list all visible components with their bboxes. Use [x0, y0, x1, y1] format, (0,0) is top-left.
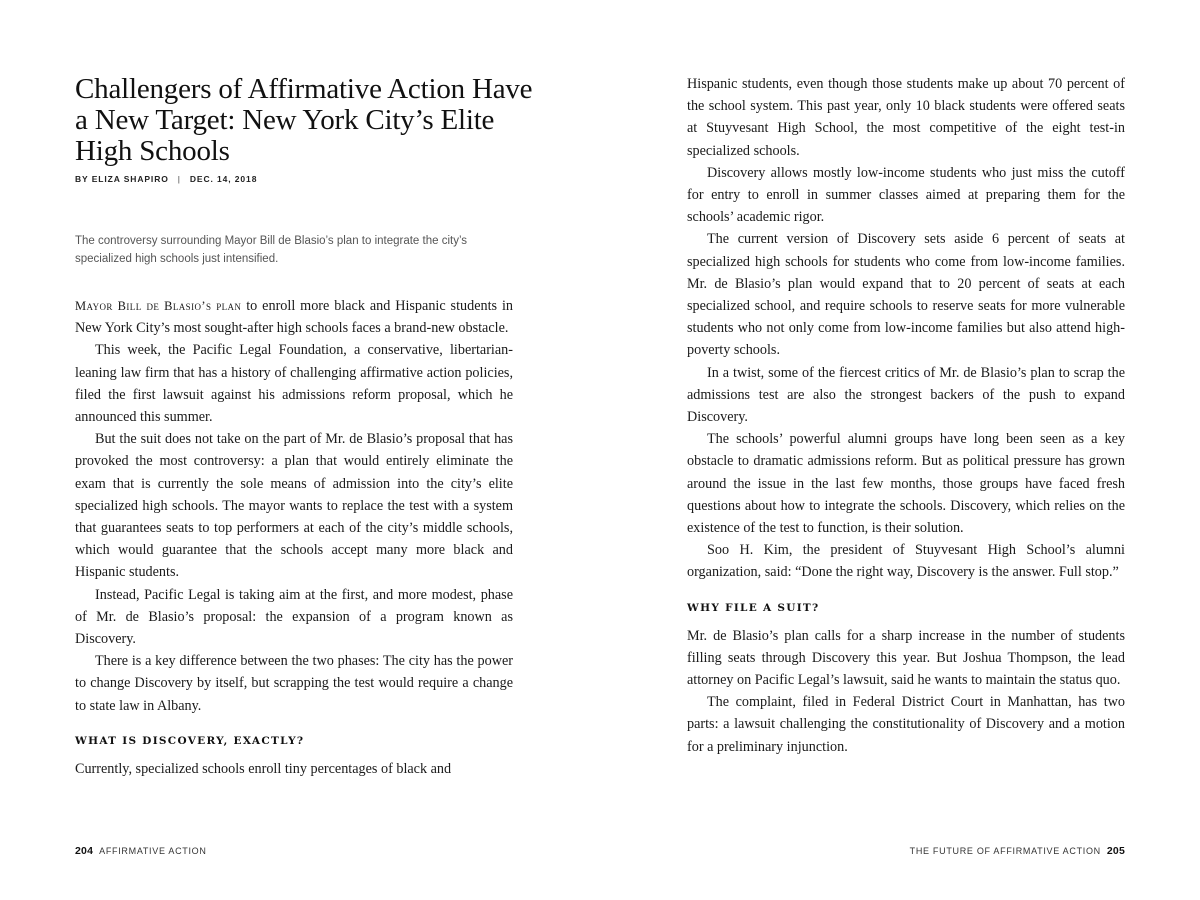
- right-running-head: THE FUTURE OF AFFIRMATIVE ACTION: [909, 846, 1101, 856]
- body-paragraph: Mr. de Blasio’s plan calls for a sharp increase in the number of students filling seats through Discovery this year. But Joshua Thompson, the lead attorney on Pacific Legal’s lawsuit, said he wants to maintain the status quo.: [687, 627, 1125, 689]
- article-headline: Challengers of Affirmative Action Have a New Target: New York City’s Elite High Schools: [75, 73, 533, 167]
- right-page-number: 205: [1106, 845, 1125, 857]
- byline-date: DEC. 14, 2018: [189, 174, 258, 184]
- body-paragraph: Discovery allows mostly low-income students who just miss the cutoff for entry to enroll in summer classes aimed at preparing them for the schools’ academic rigor.: [687, 164, 1125, 226]
- right-body-column: [687, 73, 1125, 758]
- left-body-column: [75, 295, 513, 780]
- body-paragraph: The schools’ powerful alumni groups have long been seen as a key obstacle to dramatic admissions reform. But as political pressure has grown around the issue in the last few months, those groups have faced fresh questions about how to integrate the schools. Discovery, which relies on the existence of the test to function, is their solution.: [687, 431, 1125, 537]
- right-footer: [910, 845, 1125, 857]
- body-paragraph: Currently, specialized schools enroll tiny percentages of black and: [75, 760, 452, 777]
- byline-separator: |: [177, 174, 181, 184]
- body-paragraph: The current version of Discovery sets aside 6 percent of seats at specialized high schools for students who come from low-income families. Mr. de Blasio’s plan would expand that to 20 percent of seats at each specialized school, and require schools to reserve seats for more vulnerable students who not only come from low-income families but also attend high-poverty schools.: [687, 231, 1125, 359]
- body-paragraph: In a twist, some of the fiercest critics of Mr. de Blasio’s plan to scrap the admissions test are also the strongest backers of the push to expand Discovery.: [687, 364, 1125, 426]
- body-paragraph: Instead, Pacific Legal is taking aim at the first, and more modest, phase of Mr. de Blasio’s proposal: the expansion of a program known as Discovery.: [75, 586, 513, 648]
- article-dek: The controversy surrounding Mayor Bill de Blasio’s plan to integrate the city’s specialized high schools just intensified.: [75, 235, 468, 265]
- body-paragraph: But the suit does not take on the part of Mr. de Blasio’s proposal that has provoked the most controversy: a plan that would entirely eliminate the exam that is currently the sole means of admission into the city’s elite specialized high schools. The mayor wants to replace the test with a system that guarantees seats to top performers at each of the city’s middle schools, which would guarantee that the schools accept many more black and Hispanic students.: [75, 431, 513, 581]
- subhead-what-is-discovery: WHAT IS DISCOVERY, EXACTLY?: [75, 734, 305, 747]
- lead-paragraph: [75, 295, 513, 339]
- left-footer: [75, 845, 207, 857]
- left-page-number: 204: [75, 845, 94, 857]
- body-paragraph: Soo H. Kim, the president of Stuyvesant High School’s alumni organization, said: “Done the right way, Discovery is the answer. Full stop.”: [687, 542, 1125, 581]
- body-paragraph: This week, the Pacific Legal Foundation, a conservative, libertarian-leaning law firm that has a history of challenging affirmative action policies, filed the first lawsuit against his admissions reform proposal, which he announced this summer.: [75, 342, 513, 426]
- byline: [75, 174, 257, 184]
- body-paragraph: The complaint, filed in Federal District Court in Manhattan, has two parts: a lawsuit challenging the constitutionality of Discovery and a motion for a preliminary injunction.: [687, 694, 1125, 755]
- body-paragraph: There is a key difference between the two phases: The city has the power to change Discovery by itself, but scrapping the test would require a change to state law in Albany.: [75, 653, 513, 714]
- byline-author: BY ELIZA SHAPIRO: [75, 174, 169, 184]
- continued-paragraph: Hispanic students, even though those students make up about 70 percent of the school system. This past year, only 10 black students were offered seats at Stuyvesant High School, the most competitive of the eight test-in specialized schools.: [687, 76, 1125, 159]
- lead-in: Mayor Bill de Blasio’s plan: [75, 299, 242, 313]
- subhead-why-file-a-suit: WHY FILE A SUIT?: [687, 601, 820, 614]
- left-running-head: AFFIRMATIVE ACTION: [99, 846, 207, 856]
- lead-rest: to enroll more black and Hispanic students in New York City’s most sought-after high schools faces a brand-new obstacle.: [75, 298, 513, 337]
